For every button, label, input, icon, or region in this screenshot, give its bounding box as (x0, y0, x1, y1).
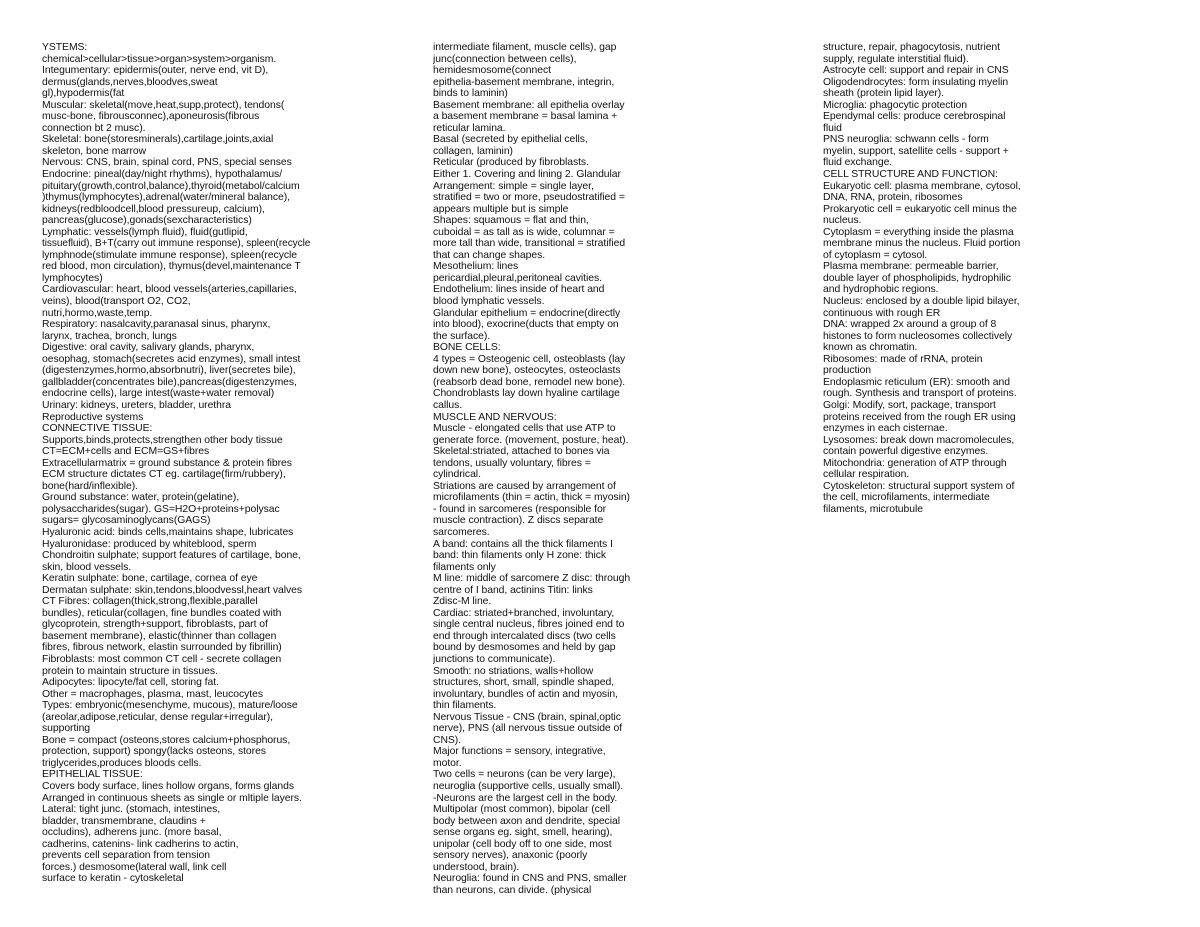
text-line: Reticular (produced by fibroblasts. (433, 157, 589, 169)
text-line: Cytoskeleton: structural support system of (823, 480, 1015, 492)
text-line: Either 1. Covering and lining 2. Glandular (433, 169, 621, 181)
text-line: Microglia: phagocytic protection (823, 99, 967, 111)
text-line: Dermatan sulphate: skin,tendons,bloodvessl,heart valves (42, 584, 303, 596)
text-line: Covers body surface, lines hollow organs, forms glands (42, 781, 294, 792)
text-line: Two cells = neurons (can be very large), (433, 769, 616, 781)
text-line: bundles), reticular(collagen, fine bundles coated with (42, 607, 282, 619)
text-line: binds to laminin) (433, 88, 508, 100)
text-line: Golgi: Modify, sort, package, transport (823, 399, 996, 411)
text-line: junctions to communicate). (433, 653, 556, 665)
text-line: that can change shapes. (433, 249, 546, 261)
text-line: kidneys(redbloodcell,blood pressureup, calcium), (42, 203, 265, 215)
text-line: Muscle - elongated cells that use ATP to (433, 423, 616, 435)
text-line: pericardial,pleural,peritoneal cavities. (433, 272, 602, 284)
text-line: nerve), PNS (all nervous tissue outside of (433, 723, 623, 735)
text-line: into blood), exocrine(ducts that empty on (433, 319, 619, 331)
text-line: Urinary: kidneys, ureters, bladder, urethra (42, 399, 232, 411)
text-line: Prokaryotic cell = eukaryotic cell minus the (823, 203, 1017, 215)
text-line: structures, short, small, spindle shaped, (433, 677, 615, 689)
text-line: cylindrical. (433, 469, 481, 481)
text-line: Extracellularmatrix = ground substance & protein fibres (42, 457, 292, 469)
text-line: chemical>cellular>tissue>organ>system>organism. (42, 53, 277, 65)
text-line: bound by desmosomes and held by gap (433, 642, 616, 654)
text-line: oesophag, stomach(secretes acid enzymes), small intest (42, 353, 301, 365)
text-line: myelin, support, satellite cells - support + (823, 145, 1009, 157)
text-line: Mesothelium: lines (433, 261, 519, 273)
text-line: forces.) desmosome(lateral wall, link cell (42, 861, 227, 873)
text-line: hemidesmosome(connect (433, 65, 551, 77)
text-line: skeleton, bone marrow (42, 145, 147, 157)
text-line: microfilaments (thin = actin, thick = myosin) (433, 492, 630, 504)
text-line: - found in sarcomeres (responsible for (433, 503, 607, 515)
text-line: ECM structure dictates CT eg. cartilage(firm/rubbery), (42, 469, 286, 481)
text-line: muscle contraction). Z discs separate (433, 515, 604, 527)
text-line: Chondroblasts lay down hyaline cartilage (433, 388, 620, 400)
text-line: tissuefluid), B+T(carry out immune response), spleen(recycle (42, 238, 311, 250)
text-line: skin, blood vessels. (42, 561, 132, 573)
text-line: sheath (protein lipid layer). (823, 88, 944, 100)
text-line: gallbladder(concentrates bile),pancreas(digestenzymes, (42, 376, 297, 388)
text-line: nutri,hormo,waste,temp. (42, 307, 153, 319)
text-line: Plasma membrane: permeable barrier, (823, 261, 999, 273)
text-line: fluid (823, 122, 842, 134)
text-line: A band: contains all the thick filaments I (433, 538, 613, 550)
text-line: cadherins, catenins- link cadherins to actin, (42, 838, 239, 850)
text-line: Other = macrophages, plasma, mast, leucocytes (42, 688, 263, 700)
text-line: endocrine cells), large intest(waste+water removal) (42, 388, 275, 400)
text-line: rough. Synthesis and transport of proteins. (823, 388, 1017, 400)
text-line: Supports,binds,protects,strengthen other body tissue (42, 434, 283, 446)
text-line: single central nucleus, fibres joined end to (433, 619, 625, 631)
text-line: histones to form nucleosomes collectively (823, 330, 1013, 342)
text-line: 4 types = Osteogenic cell, osteoblasts (lay (433, 353, 626, 365)
text-line: DNA: wrapped 2x around a group of 8 (823, 319, 997, 331)
text-line: blood lymphatic vessels. (433, 296, 545, 308)
text-line: cellular respiration. (823, 469, 910, 481)
text-column-1 (42, 42, 322, 885)
text-line: Nervous: CNS, brain, spinal cord, PNS, special senses (42, 157, 292, 169)
text-line: M line: middle of sarcomere Z disc: through (433, 573, 631, 585)
text-line: Smooth: no striations, walls+hollow (433, 665, 594, 677)
text-line: callus. (433, 399, 463, 411)
text-line: filaments only (433, 561, 496, 573)
text-line: filaments, microtubule (823, 503, 923, 515)
text-line: MUSCLE AND NERVOUS: (433, 411, 557, 423)
text-line: Arranged in continuous sheets as single or mltiple layers. (42, 792, 302, 804)
text-line: Hyaluronic acid: binds cells,maintains shape, lubricates (42, 526, 294, 538)
text-line: membrane minus the nucleus. Fluid portion (823, 238, 1021, 250)
text-line: the cell, microfilaments, intermediate (823, 492, 990, 504)
text-line: protection, support) spongy(lacks osteons, stores (42, 746, 266, 758)
text-line: lymphocytes) (42, 272, 103, 284)
text-line: Integumentary: epidermis(outer, nerve end, vit D), (42, 65, 269, 77)
text-line: sensory nerves), anaxonic (poorly (433, 850, 588, 862)
text-line: bladder, transmembrane, claudins + (42, 815, 206, 827)
text-line: motor. (433, 757, 462, 769)
text-line: continuous with rough ER (823, 307, 941, 319)
text-line: proteins received from the rough ER using (823, 411, 1016, 423)
text-line: Chondroitin sulphate; support features of cartilage, bone, (42, 550, 301, 562)
text-line: pancreas(glucose),gonads(sexcharacteristics) (42, 215, 252, 227)
text-line: sugars= glycosaminoglycans(GAGS) (42, 515, 211, 527)
text-line: Glandular epithelium = endocrine(directly (433, 307, 621, 319)
text-line: Major functions = sensory, integrative, (433, 746, 606, 758)
text-line: Fibroblasts: most common CT cell - secrete collagen (42, 653, 282, 665)
text-line: Muscular: skeletal(move,heat,supp,protect), tendons( (42, 99, 285, 111)
text-line: Ground substance: water, protein(gelatine), (42, 492, 240, 504)
text-line: Basement membrane: all epithelia overlay (433, 99, 625, 111)
text-line: YSTEMS: (42, 42, 88, 53)
text-line: generate force. (movement, posture, heat). (433, 434, 629, 446)
text-line: Respiratory: nasalcavity,paranasal sinus, pharynx, (42, 319, 271, 331)
text-line: end through intercalated discs (two cells (433, 630, 616, 642)
text-line: Basal (secreted by epithelial cells, (433, 134, 588, 146)
text-line: )thymus(lymphocytes),adrenal(water/mineral balance), (42, 192, 291, 204)
text-line: basement membrane), elastic(thinner than collagen (42, 630, 277, 642)
text-line: production (823, 365, 872, 377)
text-line: contain powerful digestive enzymes. (823, 446, 989, 458)
text-line: epithelia-basement membrane, integrin, (433, 76, 615, 88)
text-line: Multipolar (most common), bipolar (cell (433, 804, 611, 816)
text-line: lymphnode(stimulate immune response), spleen(recycle (42, 249, 297, 261)
text-line: polysaccharides(sugar). GS=H2O+proteins+polysac (42, 503, 280, 515)
text-line: Shapes: squamous = flat and thin, (433, 215, 589, 227)
text-line: CONNECTIVE TISSUE: (42, 423, 153, 435)
text-line: glycoprotein, strength+support, fibroblasts, part of (42, 619, 268, 631)
text-line: Skeletal: bone(storesminerals),cartilage,joints,axial (42, 134, 274, 146)
text-line: surface to keratin - cytoskeletal (42, 873, 184, 885)
text-line: Ribosomes: made of rRNA, protein (823, 353, 983, 365)
text-line: unipolar (cell body off to one side, most (433, 838, 612, 850)
text-line: -Neurons are the largest cell in the body. (433, 792, 618, 804)
text-line: centre of I band, actinins Titin: links (433, 584, 593, 596)
text-line: reticular lamina. (433, 122, 506, 134)
text-line: Striations are caused by arrangement of (433, 480, 616, 492)
text-line: Cardiovascular: heart, blood vessels(arteries,capillaries, (42, 284, 297, 296)
text-line: of cytoplasm = cytosol. (823, 249, 928, 261)
text-line: prevents cell separation from tension (42, 850, 210, 862)
text-line: Lymphatic: vessels(lymph fluid), fluid(gutlipid, (42, 226, 248, 238)
text-line: larynx, trachea, bronch, lungs (42, 330, 177, 342)
text-line: cuboidal = as tall as is wide, columnar = (433, 226, 615, 238)
text-line: Arrangement: simple = single layer, (433, 180, 594, 192)
text-line: Cardiac: striated+branched, involuntary, (433, 607, 615, 619)
text-line: bone(hard/inflexible). (42, 480, 138, 492)
text-line: Digestive: oral cavity, salivary glands, pharynx, (42, 342, 255, 354)
text-line: collagen, laminin) (433, 145, 513, 157)
text-line: veins), blood(transport O2, CO2, (42, 296, 191, 308)
text-line: Cytoplasm = everything inside the plasma (823, 226, 1014, 238)
text-line: Keratin sulphate: bone, cartilage, cornea of eye (42, 573, 258, 585)
text-line: triglycerides,produces bloods cells. (42, 757, 202, 769)
text-line: nucleus. (823, 215, 862, 227)
text-column-2 (433, 42, 713, 896)
text-line: DNA, RNA, protein, ribosomes (823, 192, 963, 204)
text-line: red blood, mon circulation), thymus(devel,maintenance T (42, 261, 301, 273)
text-line: BONE CELLS: (433, 342, 501, 354)
text-line: understood, brain). (433, 861, 520, 873)
text-line: known as chromatin. (823, 342, 918, 354)
text-line: neuroglia (supportive cells, usually small). (433, 781, 624, 792)
text-line: Oligodendrocytes: form insulating myelin (823, 76, 1009, 88)
text-line: (reabsorb dead bone, remodel new bone). (433, 376, 626, 388)
text-line: thin filaments. (433, 700, 497, 712)
text-line: Astrocyte cell: support and repair in CNS (823, 65, 1009, 77)
text-line: Lysosomes: break down macromolecules, (823, 434, 1015, 446)
text-line: PNS neuroglia: schwann cells - form (823, 134, 989, 146)
text-line: Adipocytes: lipocyte/fat cell, storing fat. (42, 677, 219, 689)
text-line: double layer of phospholipids, hydrophilic (823, 272, 1011, 284)
text-line: Lateral: tight junc. (stomach, intestines, (42, 804, 221, 816)
text-line: (digestenzymes,hormo,absorbnutri), liver(secretes bile), (42, 365, 296, 377)
text-line: CT=ECM+cells and ECM=GS+fibres (42, 446, 210, 458)
text-line: connection bt 2 musc). (42, 122, 146, 134)
text-line: tendons, usually voluntary, fibres = (433, 457, 591, 469)
text-line: Hyaluronidase: produced by whiteblood, sperm (42, 538, 257, 550)
text-line: the surface). (433, 330, 491, 342)
text-line: Endoplasmic reticulum (ER): smooth and (823, 376, 1010, 388)
text-line: and hydrophobic regions. (823, 284, 939, 296)
text-line: a basement membrane = basal lamina + (433, 111, 618, 123)
text-line: Neuroglia: found in CNS and PNS, smaller (433, 873, 627, 885)
text-line: than neurons, can divide. (physical (433, 884, 592, 896)
text-line: sense organs eg. sight, smell, hearing), (433, 827, 613, 839)
text-line: structure, repair, phagocytosis, nutrient (823, 42, 1000, 53)
text-line: musc-bone, fibrousconnec),aponeurosis(fibrous (42, 111, 260, 123)
text-line: CT Fibres: collagen(thick,strong,flexible,parallel (42, 596, 258, 608)
text-line: protein to maintain structure in tissues. (42, 665, 218, 677)
text-line: EPITHELIAL TISSUE: (42, 769, 143, 781)
text-line: occludins), adherens junc. (more basal, (42, 827, 222, 839)
text-line: Zdisc-M line. (433, 596, 492, 608)
text-line: down new bone), osteocytes, osteoclasts (433, 365, 621, 377)
text-line: Ependymal cells: produce cerebrospinal (823, 111, 1006, 123)
text-line: Mitochondria: generation of ATP through (823, 457, 1007, 469)
text-line: junc(connection between cells), (433, 53, 577, 65)
text-line: more tall than wide, transitional = stratified (433, 238, 626, 250)
text-line: band: thin filaments only H zone: thick (433, 550, 607, 562)
text-line: fluid exchange. (823, 157, 893, 169)
text-line: pituitary(growth,control,balance),thyroid(metabol/calcium (42, 180, 300, 192)
text-line: supply, regulate interstitial fluid). (823, 53, 969, 65)
text-line: Endocrine: pineal(day/night rhythms), hypothalamus/ (42, 169, 283, 181)
text-line: Nucleus: enclosed by a double lipid bilayer, (823, 296, 1020, 308)
text-line: Nervous Tissue - CNS (brain, spinal,optic (433, 711, 621, 723)
text-line: involuntary, bundles of actin and myosin, (433, 688, 618, 700)
text-line: Reproductive systems (42, 411, 144, 423)
text-line: fibres, fibrous network, elastin surrounded by fibrillin) (42, 642, 282, 654)
text-line: CELL STRUCTURE AND FUNCTION: (823, 169, 998, 181)
text-line: stratified = two or more, pseudostratified = (433, 192, 625, 204)
text-line: Skeletal:striated, attached to bones via (433, 446, 610, 458)
text-line: Types: embryonic(mesenchyme, mucous), mature/loose (42, 700, 298, 712)
text-line: (areolar,adipose,reticular, dense regular+irregular), (42, 711, 273, 723)
text-line: dermus(glands,nerves,bloodves,sweat (42, 76, 218, 88)
text-line: Bone = compact (osteons,stores calcium+phosphorus, (42, 734, 291, 746)
text-line: appears multiple but is simple (433, 203, 569, 215)
text-line: sarcomeres. (433, 526, 490, 538)
text-line: Eukaryotic cell: plasma membrane, cytosol, (823, 180, 1021, 192)
text-column-3 (823, 42, 1103, 515)
text-line: gl),hypodermis(fat (42, 88, 125, 100)
text-line: Endothelium: lines inside of heart and (433, 284, 605, 296)
text-line: body between axon and dendrite, special (433, 815, 620, 827)
text-line: enzymes in each cisternae. (823, 423, 948, 435)
text-line: CNS). (433, 734, 462, 746)
text-line: supporting (42, 723, 91, 735)
text-line: intermediate filament, muscle cells), gap (433, 42, 617, 53)
